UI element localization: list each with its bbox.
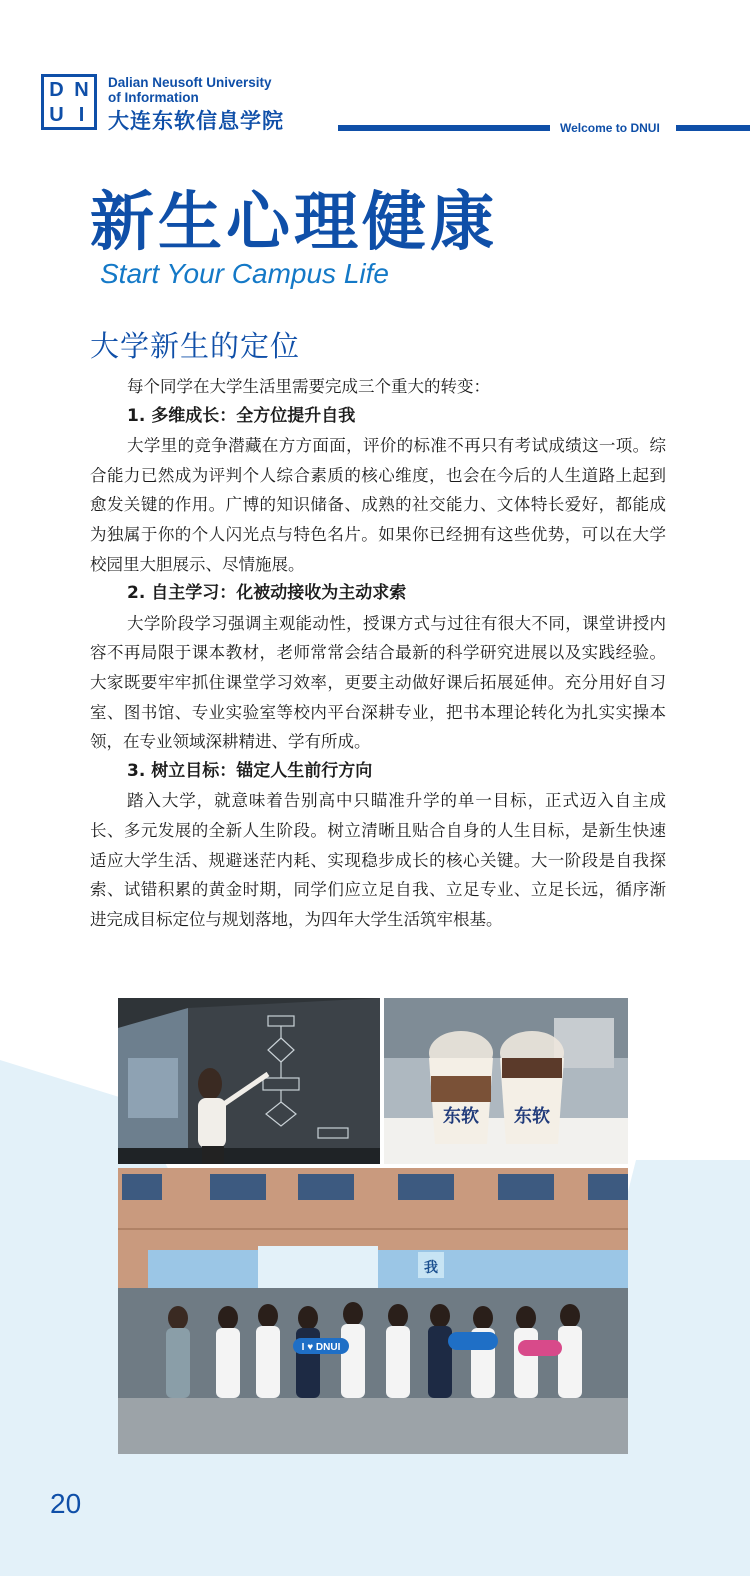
- item-paragraph: 踏入大学，就意味着告别高中只瞄准升学的单一目标，正式迈入自主成长、多元发展的全新人生阶段。树立清晰且贴合自身的人生目标，是新生快速适应大学生活、规避迷茫内耗、实现稳步成长的核心关键。大一阶段是自我探索、试错积累的黄金时期，同学们应立足自我、立足专业、立足长远，循序渐进完成目标定位与规划落地，为四年大学生活筑牢根基。: [90, 791, 666, 929]
- item-paragraph: 大学里的竞争潜藏在方方面面，评价的标准不再只有考试成绩这一项。综合能力已然成为评判个人综合素质的核心维度，也会在今后的人生道路上起到愈发关键的作用。广博的知识储备、成熟的社交能力、文体特长爱好，都能成为独属于你的个人闪光点与特色名片。如果你已经拥有这些优势，可以在大学校园里大胆展示、尽情施展。: [90, 436, 666, 574]
- logo-letter: D: [49, 78, 64, 101]
- item-paragraph: 大学阶段学习强调主观能动性，授课方式与过往有很大不同，课堂讲授内容不再局限于课本教材，老师常常会结合最新的科学研究进展以及实践经验。大家既要牢牢抓住课堂学习效率，更要主动做好课后拓展延伸。充分用好自习室、图书馆、专业实验室等校内平台深耕专业，把书本理论转化为扎实实操本领，在专业领域深耕精进、学有所成。: [90, 613, 666, 752]
- photo-smartboard-illustration: [118, 998, 380, 1164]
- header-rule: [676, 125, 750, 131]
- item-heading: 2. 自主学习：化被动接收为主动求索: [127, 583, 407, 604]
- group-sign-text: I ♥ DNUI: [301, 1342, 341, 1353]
- photo-milk-tea-cups: [384, 998, 628, 1164]
- cup-label: 东软: [514, 1106, 550, 1127]
- welcome-text: Welcome to DNUI: [560, 121, 660, 135]
- logo-letter: I: [78, 103, 85, 126]
- page-subtitle: Start Your Campus Life: [100, 258, 389, 289]
- article-body: [90, 372, 666, 934]
- university-name-en: [108, 75, 272, 105]
- page-number: 20: [50, 1488, 82, 1519]
- section-heading: 大学新生的定位: [90, 329, 301, 363]
- photo-smartboard-lecture: [118, 998, 380, 1164]
- photo-drinks-illustration: [384, 998, 628, 1164]
- banner-text: 我: [424, 1260, 438, 1276]
- item-heading: 3. 树立目标：锚定人生前行方向: [127, 760, 373, 781]
- logo-letter: U: [49, 103, 64, 126]
- university-name-cn: 大连东软信息学院: [108, 109, 284, 133]
- page-title: 新生心理健康: [90, 186, 498, 260]
- university-name-en-line2: of Information: [108, 90, 199, 105]
- photo-group-illustration: [118, 1168, 628, 1454]
- item-heading: 1. 多维成长：全方位提升自我: [127, 405, 356, 426]
- dnui-logo: [41, 74, 97, 130]
- logo-letter: N: [74, 78, 89, 101]
- header-rule: [338, 125, 550, 131]
- photo-student-group: [118, 1168, 628, 1454]
- intro-paragraph: 每个同学在大学生活里需要完成三个重大的转变：: [127, 377, 490, 396]
- cup-label: 东软: [443, 1106, 479, 1127]
- university-name-en-line1: Dalian Neusoft University: [108, 75, 272, 90]
